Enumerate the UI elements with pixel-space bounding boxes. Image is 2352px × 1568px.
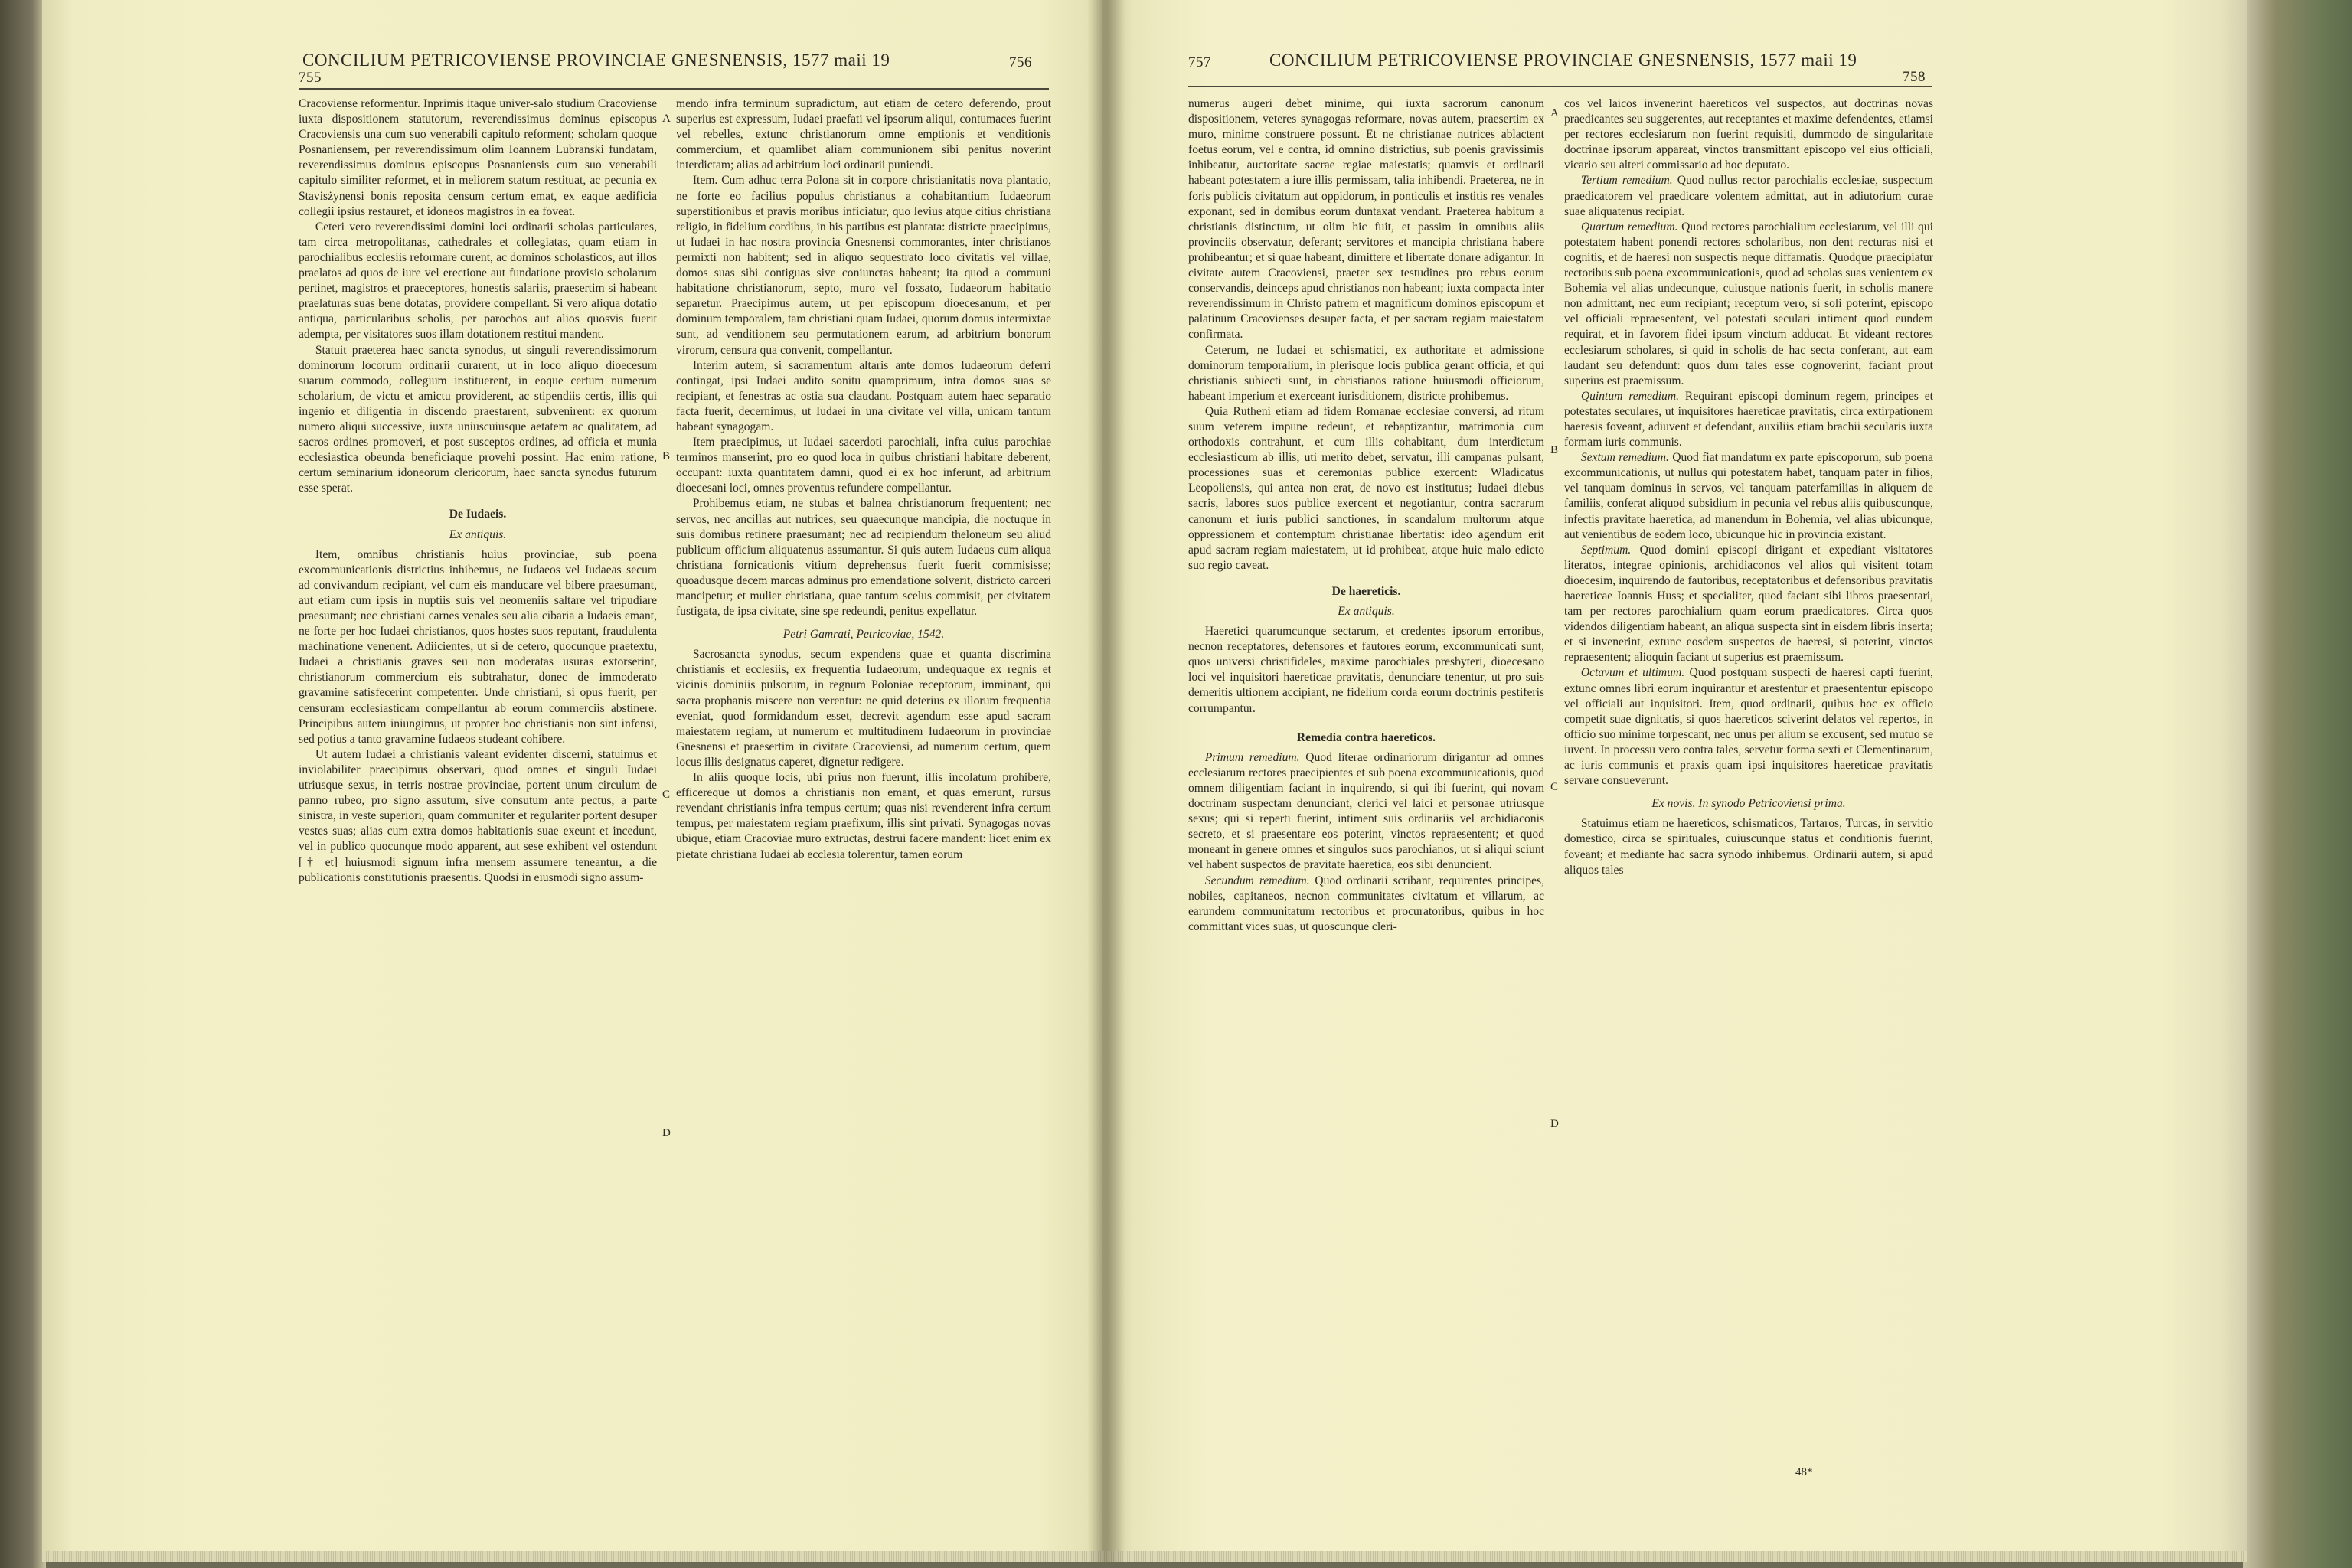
right-column-2 (1564, 96, 1933, 878)
margin-letter-b: B (662, 450, 671, 462)
paragraph (1188, 750, 1544, 874)
left-column-1 (299, 96, 657, 886)
section-heading-remedia: Remedia contra haereticos. (1296, 730, 1436, 744)
section-heading-de-iudaeis: De Iudaeis. (449, 508, 507, 521)
paragraph: Haeretici quarumcunque sectarum, et credentes ipsorum erroribus, necnon receptatores, defensores et fautores eorum, excommunicati sunt, quos universi christifideles, maxime parochiales presbyteri, dioecesano loci vel inquisitori haereticae pravitatis, denunciare tenentur, ut pro suis demeritis ultionem accipiant, ne fidelium corda eorum doctrinis pestiferis corrumpantur. (1188, 625, 1544, 715)
remedium-text: Quod postquam suspecti de haeresi capti fuerint, extunc omnes libri eorum inquirantur et arestentur et praesententur episcopo vel officiali aut inquisitori. Item, quod ordinarii, quibus hoc ex officio competit suae dignitatis, si quos haereticos sciverint delatos vel repertos, in officio suo minime torpescant, nec unus per alium se excusent, sed mutuo se iuvent. In processu vero contra tales, servetur forma sexti et Clementinarum, ac iuris communis et praxis quam ipsi inquisitores haereticae pravitatis servare consueverunt. (1564, 666, 1933, 788)
page-number-755: 755 (299, 70, 322, 86)
subheading-ex-antiquis: Ex antiquis. (449, 528, 507, 541)
paragraph: Item praecipimus, ut Iudaei sacerdoti parochiali, infra cuius parochiae terminos manserint, pro eo quod loca in quibus christiani habitare deberent, occupant: iuxta quantitatem damni, quod ei ex hoc inferunt, ad arbitrium dioecesani loci, omnes proventus refundere compellantur. (676, 436, 1051, 495)
paragraph: mendo infra terminum supradictum, aut etiam de cetero deferendo, prout superius est expressum, Iudaei praefati vel ipsorum aliqui, contumaces fuerint vel rebelles, extunc christianorum omne emptionis et venditionis commercium, et quamlibet aliam communionem sibi penitus noverint interdictam; alias ad arbitrium loci ordinarii puniendi. (676, 97, 1051, 172)
book-edge-left (0, 0, 46, 1568)
paragraph: numerus augeri debet minime, qui iuxta sacrorum canonum dispositionem, veteres synagogas reformare, novas autem, praesertim ex muro, minime construere possunt. Et ne christianae nutrices ablactent foetus eorum, vel e contra, id omnino districtius, sub poenis gravissimis inhibeatur, auctoritate sacrae regiae maiestatis; quamvis et ordinarii habeant potestatem a iure illis permissam, talia inhibendi. Praeterea, ne in foris publicis civitatum aut oppidorum, in ponticulis et institis res venales exponant, sed in domibus eorum duntaxat vendant. Praeterea habitum a christianis distinctum, ut olim hic fuit, et passim in omnibus aliis provinciis observatur, deferant; servitores et mancipia christiana habere prohibeantur; et si quae habeant, dimittere et libertate donare adigantur. In civitate autem Cracoviensi, praeter sex testudines pro rebus eorum conservandis, deinceps apud christianos non habeant; iuxta compacta inter reverendissimum in Christo patrem et magnificum dominos episcopum et palatinum Cracovienses desuper facta, et per sacram regiam maiestatem confirmata. (1188, 97, 1544, 341)
left-page (42, 0, 1110, 1562)
remedium-text: Quod fiat mandatum ex parte episcoporum, sub poena excommunicationis, ut nullus qui potestatem habet, tanquam pater in filios, vel tanquam dominus in servos, vel tanquam paterfamilias in aliquem de familiis, conferat aliquod subsidium in pecunia vel rebus aliis quibuscunque, infectis pravitate haeretica, ad manendum in Bohemia, vel alias ubicunque, aut venientibus de eodem loco, ubicunque hic in provincia existant. (1564, 451, 1934, 541)
remedium-label: Septimum. (1580, 543, 1632, 557)
left-page-edge (42, 1551, 1110, 1562)
paragraph: cos vel laicos invenerint haereticos vel suspectos, aut doctrinas novas praedicantes seu suggerentes, aut receptantes et maxime defendentes, etiamsi per rectores ecclesiarum non fuerint requisiti, dummodo de singularitate doctrinae ipsorum appareat, vinctos transmittant episcopo vel eius officiali, vicario seu alteri commissario ad hoc deputato. (1564, 97, 1933, 172)
book-edge-right (2243, 0, 2352, 1568)
remedium-label: Tertium remedium. (1580, 174, 1673, 188)
right-header-rule (1188, 86, 1932, 87)
page-number-756: 756 (1009, 54, 1032, 70)
right-page-edge (1102, 1551, 2247, 1562)
margin-letter-a: A (662, 113, 671, 125)
paragraph: Ceteri vero reverendissimi domini loci ordinarii scholas particulares, tam circa metropolitanas, cathedrales et collegiatas, quam etiam in parochialibus ecclesiis reformare curent, ac dominos scholasticos, aut illos praelatos ad quos de iure vel erectione aut fundatione provisio scholarum pertinet, magistros et praeceptores, honestis salariis, praesertim si habeant praelaturas suas bene dotatas, providere compellant. Si vero aliqua dotatio antiqua, particularibus scholis, per parochos aut alios quosvis fuerit adempta, per visitatores suos illam dotationem restitui mandent. (299, 220, 657, 341)
book-gutter (1087, 0, 1125, 1562)
left-title: CONCILIUM PETRICOVIENSE PROVINCIAE GNESNENSIS, 1577 maii 19 (302, 51, 890, 70)
margin-letter-c: C (1550, 781, 1559, 793)
subheading-ex-antiquis: Ex antiquis. (1338, 605, 1395, 618)
remedium-label: Quintum remedium. (1580, 389, 1679, 403)
paragraph: Item. Cum adhuc terra Polona sit in corpore christianitatis nova plantatio, ne forte eo facilius populus christianus a cohabitantium Iudaeorum superstitionibus et pravis moribus inficiatur, quo levius atque citius christiana religio, in fidelium cordibus, in his partibus est plantata: districte praecipimus, ut Iudaei in hac nostra provincia Gnesnensi commorantes, inter christianos permixti non habitent; sed in aliquo sequestrato loco civitatis vel villae, domos suas sibi contiguas sive coniunctas habeant; ita quod a communi habitatione christianorum, septo, muro vel fossato, Iudaeorum habitatio separetur. Praecipimus autem, ut per episcopum dioecesanum, et per dominum temporalem, tam christiani quam Iudaei, quorum domus intermixtae sunt, ad venditionem seu permutationem earum, ad arbitrium bonorum virorum, censura qua convenit, compellantur. (676, 174, 1051, 357)
paragraph: Prohibemus etiam, ne stubas et balnea christianorum frequentent; nec servos, nec ancillas aut nutrices, seu quaecunque mancipia, die noctuque in suis domibus retinere praesumant; nec ad recipiendum theloneum seu aliud publicum officium aliquatenus assumantur. Si quis autem Iudaeus cum aliqua christiana fornicationis vitium deprehensus fuerit fuerit commisisse; quoadusque decem marcas adminus pro emendatione solverit, districto carceri mancipetur; et mulier christiana, quae tantum scelus commisit, per civitatem fustigata, de ipsa civitate, sine spe redeundi, penitus expellatur. (676, 497, 1051, 619)
margin-letter-d: D (662, 1127, 671, 1139)
remedium-label: Quartum remedium. (1580, 220, 1678, 234)
left-column-2 (676, 96, 1051, 863)
margin-letter-b: B (1550, 444, 1559, 456)
paragraph: In aliis quoque locis, ubi prius non fuerunt, illis incolatum prohibere, efficereque ut domos a christianis non emant, et quas emerunt, rursus revendant christianis infra tempus certum; quas nisi revenderent infra certum tempus, per maiestatem regiam praefixum, illis sint privati. Synagogas novas ubique, etiam Cracoviae muro extructas, destrui facere mandent: licet enim ex pietate christiana Iudaei ab ecclesia tolerentur, tamen eorum (676, 771, 1051, 861)
remedium-text: Quod domini episcopi dirigant et expediant visitatores literatos, integrae opinionis, archidiaconos vel alios qui visitent totam dioecesim, inquirendo de fautoribus, receptatoribus et defensoribus pravitatis haereticae Ioannis Huss; et specialiter, quod faciant sibi libros praesentari, tam per rectores parochialium quam eorum praedicatores. Circa quos videndos diligentiam habeant, an aliqua suspecta sint in eisdem libris inserta; et si invenerint, extunc eosdem suspectos de haeresi, si poterint, vinctos repraesentent; alioquin faciant ut superius est praemissum. (1564, 543, 1933, 665)
paragraph: Ut autem Iudaei a christianis valeant evidenter discerni, statuimus et inviolabiliter praecipimus observari, quod omnes et singuli Iudaei utriusque sexus, in terris nostrae provinciae, portent unum circulum de panno rubeo, pro signo assutum, sive consutum ante pectus, a parte sinistra, in veste superiori, quam communiter et regulariter portent desuper vestes suas; alias cum extra domos habitationis suae exeunt et incedunt, vel in publico quocunque modo apparent, aut sese exhibent vel ostendunt [† et] huiusmodi signum infra mensem assumere teneantur, a die publicationis constitutionis praesentis. Quodsi in eiusmodi signo assum- (299, 747, 657, 884)
section-heading-de-haereticis: De haereticis. (1331, 584, 1401, 598)
paragraph: Quia Rutheni etiam ad fidem Romanae ecclesiae conversi, ad ritum suum veterem impune redeunt, et rebaptizantur, matrimonia cum orthodoxis contrahunt, et cum illis cohabitant, dum interdictum ecclesiasticum ab illis, uti merito debet, servatur, illi campanas pulsant, processiones suas et ceremonias publice exercent: Wladicatus Leopoliensis, qui antea non erat, de novo est institutus; Iudaei diebus sacris, labores suos publice exercent et negotiantur, contra sacrarum canonum et iuris publici sanctiones, in scandalum multorum atque oppressionem et contemptum christianae libertatis: ideo agendum erit apud sacram regiam maiestatem, ut id prohibeat, atque huic malo edicto suo regio caveat. (1188, 404, 1544, 572)
signature-mark: 48* (1795, 1466, 1813, 1478)
right-column-1 (1188, 96, 1544, 935)
remedium-label: Sextum remedium. (1580, 451, 1669, 465)
remedium-label: Secundum remedium. (1204, 874, 1310, 887)
margin-letter-d: D (1550, 1118, 1559, 1130)
left-header-rule (299, 88, 1049, 90)
paragraph: Statuimus etiam ne haereticos, schismaticos, Tartaros, Turcas, in servitio domestico, circa se spirituales, cuiuscunque status et conditionis fuerint, foveant; et mediante hac sacra synodo inhibemus. Ordinarii autem, si apud aliquos tales (1564, 817, 1933, 877)
subheading-petri-gamrati: Petri Gamrati, Petricoviae, 1542. (782, 628, 945, 642)
right-running-title (1269, 51, 1857, 70)
remedium-text: Requirant episcopi dominum regem, principes et potestates seculares, ut inquisitores haereticae pravitatis, circa extirpationem haeresis foveant, adiuvent et defendant, auxiliis etiam brachii secularis iuxta formam iuris communis. (1564, 389, 1933, 449)
remedium-text: Quod nullus rector parochialis ecclesiae, suspectum praedicatorem vel praedicare volentem admittat, aut in adiutorium curae suae aliquatenus recipiat. (1564, 174, 1933, 218)
paragraph: Cracoviense reformentur. Inprimis itaque univer-salo studium Cracoviense iuxta dispositionem statutorum, reverendissimus dominus episcopus Cracoviensis una cum suo venerabili capitulo reforment; scholam quoque Posnaniensem, per reverendissimum olim Ioannem Lubranski fundatam, reverendissimus dominus episcopus Posnaniensis cum suo venerabili capitulo similiter reformet, et in meliorem statum restituat, ac pecunia ex Stavisżynensi bonis reposita censum certum emat, ex eaque aedificia collegii ipsius restauret, et idoneos magistros in ea foveat. (299, 97, 657, 218)
margin-letter-c: C (662, 789, 671, 801)
page-number-757: 757 (1188, 54, 1211, 70)
paragraph (1564, 665, 1933, 789)
margin-letter-a: A (1550, 107, 1559, 119)
paragraph: Item, omnibus christianis huius provinciae, sub poena excommunicationis districtius inhibemus, ne Iudaeos vel Iudaeas secum ad convivandum recipiant, vel cum eis manducare vel bibere praesumant, aut etiam cum ipsis in nuptiis suis vel neomeniis saltare vel tripudiare praesumant; nec christiani carnes venales seu alia cibaria a Iudaeis emant, ne forte per hoc Iudaei christianos, quos hostes suos reputant, fraudulenta machinatione venenent. Adiicientes, ut si de cetero, quocunque praetextu, Iudaei a christianis graves seu non moderatas usuras extorserint, christianorum commercium eis subtrahatur, donec de immoderato gravamine satisfecerint competenter. Unde christiani, si opus fuerit, per censuram ecclesiasticam compellantur ab eorum commerciis abstinere. Principibus autem iniungimus, ut propter hoc christianis non sint infensi, sed potius a tanto gravamine Iudaeos studeant cohibere. (299, 547, 657, 746)
remedium-label: Primum remedium. (1204, 750, 1300, 764)
remedium-text: Quod literae ordinariorum dirigantur ad omnes ecclesiarum rectores praecipientes et sub poena excommunicationis, quod omnem diligentiam faciant in inquirendo, si qui ibi fuerint, qui novam doctrinam suspectam denunciant, clerici vel laici et personae utriusque sexus; qui si reperti fuerint, intiment suis ordinariis vel archidiaconis secreto, et si praesentare eos poterint, vinctos repraesentent; et quod moneant in genere omnes et singulos suos parochianos, ut si aliqui sciunt vel habent suspectos de pravitate haeretica, eos sibi denuncient. (1188, 750, 1544, 872)
paragraph (1188, 874, 1544, 935)
paragraph (1564, 450, 1933, 543)
paragraph (1564, 173, 1933, 219)
paragraph (1564, 389, 1933, 450)
paragraph (1564, 220, 1933, 389)
remedium-text: Quod rectores parochialium ecclesiarum, vel illi qui potestatem habent ponendi rectores scholaribus, non dent recturas nisi et cognitis, et de haeresi non suspectis neque diffamatis. Quodque praecipiatur rectoribus sub poena excommunicationis, quod ad scholas suas venientem ex Bohemia vel alias undecunque, cuiusque nationis fuerit, in scholis manere non admittant, nec eum recipiant; receptum vero, si soli poterint, episcopo vel officiali repraesentent, vel potestati seculari intiment quod eundem requirat, et in favorem fidei ipsum vinctum adducat. Et videant rectores ecclesiarum scholares, si quid in scholis de hac secta conferant, aut eam laudant seu defendunt: quos dum tales esse cognoverint, faciant prout superius est praemissum. (1564, 220, 1933, 387)
remedium-text: Quod ordinarii scribant, requirentes principes, nobiles, capitaneos, necnon communitates civitatum et villarum, ac earundem communitatum rectoribus et procuratoribus, quibus in hoc committant vices suas, ut quoscunque cleri- (1188, 874, 1544, 933)
left-running-title (302, 51, 890, 70)
paragraph: Statuit praeterea haec sancta synodus, ut singuli reverendissimorum dominorum locorum ordinarii curarent, ut in loco aliquo dioecesum suarum commodo, collegium instituerent, in eoque certum numerum scholarium, de victu et amictu providerent, ac stipendiis certis, illis qui ingenio et diligentia in discendo praestarent, subvenirent: ex quorum numero aliqui successive, iuxta uniuscuiusque aetatem ac qualitatem, ad sacros ordines promoveri, et post susceptos ordines, ad officia et munia ecclesiastica obeunda beneficiaque provehi possint. Hac enim ratione, certum seminarium idoneorum clericorum, haec sancta synodus futurum esse sperat. (299, 343, 657, 495)
page-number-758: 758 (1903, 69, 1926, 85)
paragraph: Interim autem, si sacramentum altaris ante domos Iudaeorum deferri contingat, ipsi Iudaei audito sonitu quamprimum, intra domos suas se recipiant, et fenestras ac ostia sua claudant. Postquam autem haec separatio facta fuerit, decernimus, ut Iudaei in una civitate vel villa, unicam tantum habeant synagogam. (676, 358, 1051, 433)
right-page (1102, 0, 2247, 1562)
paragraph (1564, 543, 1933, 666)
right-title: CONCILIUM PETRICOVIENSE PROVINCIAE GNESNENSIS, 1577 maii 19 (1269, 51, 1857, 70)
remedium-label: Octavum et ultimum. (1580, 666, 1685, 680)
paragraph: Sacrosancta synodus, secum expendens quae et quanta discrimina christianis et ecclesiis, ex frequentia Iudaeorum, undequaque ex regnis et vicinis dominiis pulsorum, in regnum Poloniae receptorum, imminant, qui sacra prophanis miscere non verentur: ne quid deterius ex illorum frequentia eveniat, quod formidandum esset, decrevit agendum esse apud sacram maiestatem regiam, ut numerum et multitudinem Iudaeorum in provinciae Gnesnensi et praesertim in civitate Cracoviensi, ad numerum certum, quem locus illis designatus caperet, dignetur redigere. (676, 648, 1051, 769)
subheading-ex-novis: Ex novis. In synodo Petricoviensi prima. (1651, 797, 1846, 811)
paragraph: Ceterum, ne Iudaei et schismatici, ex authoritate et admissione dominorum temporalium, in plerisque locis publica gerant officia, et qui christianis subiecti sunt, in christianos ratione huiusmodi officiorum, habeant imperium et exerceant iurisditionem, districte prohibemus. (1188, 343, 1544, 403)
